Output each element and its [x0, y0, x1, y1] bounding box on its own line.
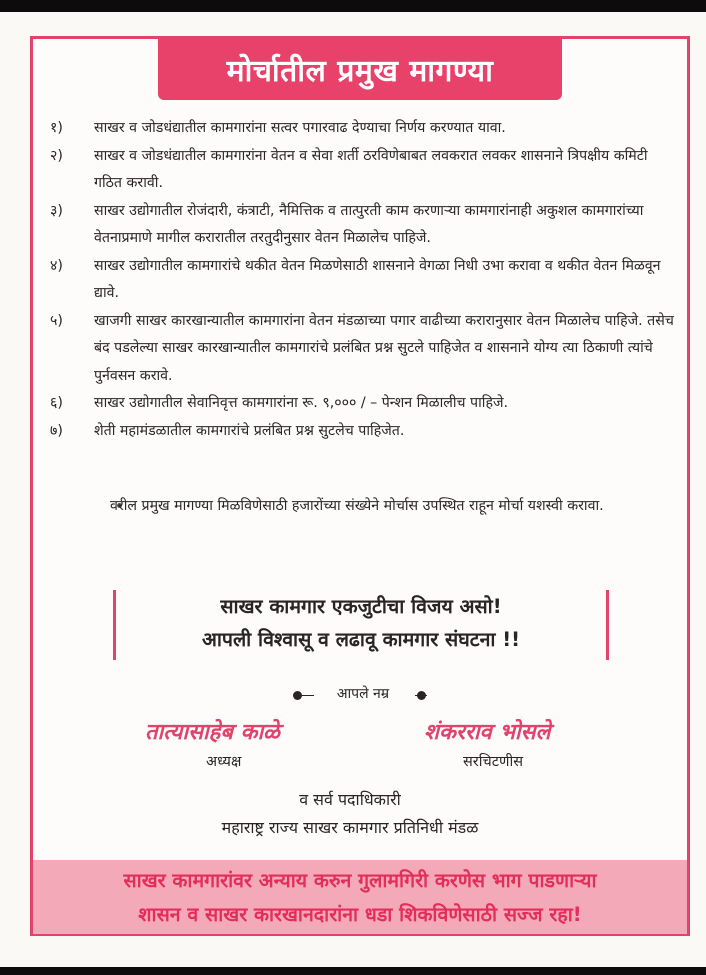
demand-text: साखर उद्योगातील रोजंदारी, कंत्राटी, नैमित्तिक व तात्पुरती काम करणाऱ्या कामगारांनाही अकुशल कामगारांच्या वेतनाप्रमाणे मागील करारातील तरतुदीनुसार वेतन मिळालेच पाहिजे. [94, 202, 644, 246]
demand-number: १) [50, 120, 63, 136]
appeal-text: वरील प्रमुख मागण्या मिळविणेसाठी हजारोंच्या संख्येने मोर्चास उपस्थित राहून मोर्चा यशस्वी करावा. [110, 498, 604, 514]
demand-number: ३) [50, 202, 63, 219]
demand-text: शेती महामंडळातील कामगारांचे प्रलंबित प्रश्न सुटलेच पाहिजेत. [94, 422, 405, 439]
bullet-icon [293, 691, 302, 700]
signatory-role-left: अध्यक्ष [206, 754, 242, 770]
demand-item [50, 390, 680, 418]
demand-text: साखर उद्योगातील सेवानिवृत्त कामगारांना रू. ९,००० / – पेन्शन मिळालीच पाहिजे. [94, 395, 509, 411]
demand-number: ४) [50, 257, 63, 274]
footer-banner [33, 860, 687, 934]
demand-item [50, 198, 680, 253]
demands-list [50, 115, 680, 445]
signoff-label: आपले नम्र [336, 686, 390, 702]
top-edge [0, 0, 706, 12]
slogan-box [113, 590, 609, 660]
demand-number: ६) [50, 395, 63, 411]
demand-text: साखर उद्योगातील कामगारांचे थकीत वेतन मिळणेसाठी शासनाने वेगळा निधी उभा करावा व थकीत वेतन मिळवून द्यावे. [94, 257, 661, 301]
page-title: मोर्चातील प्रमुख मागण्या [158, 38, 562, 100]
slogan-line-2: आपली विश्वासू व लढावू कामगार संघटना !! [201, 628, 521, 651]
signatory-role-right: सरचिटणीस [463, 754, 524, 770]
bottom-edge [0, 967, 706, 975]
demand-item [50, 115, 680, 143]
office-bearers [200, 786, 500, 842]
footer-line-2: शासन व साखर कारखानदारांना धडा शिकविणेसाठी सज्ज रहा! [138, 903, 582, 926]
organization-name: महाराष्ट्र राज्य साखर कामगार प्रतिनिधी मंडळ [221, 818, 479, 837]
office-bearers-line: व सर्व पदाधिकारी [299, 790, 401, 809]
demand-item [50, 308, 680, 391]
footer-line-1: साखर कामगारांवर अन्याय करुन गुलामगिरी करणेस भाग पाडणाऱ्या [123, 869, 597, 892]
demand-text: साखर व जोडधंद्यातील कामगारांना सत्वर पगारवाढ देण्याचा निर्णय करण्यात यावा. [94, 120, 506, 136]
signatory-name-right: शंकरराव भोसले [424, 720, 551, 745]
demand-text: साखर व जोडधंद्यातील कामगारांना वेतन व सेवा शर्ती ठरविणेबाबत लवकरात लवकर शासनाने त्रिपक्षीय कमिटी गठित करावी. [94, 147, 648, 191]
signatory-name-left: तात्यासाहेब काळे [145, 720, 280, 745]
demand-text: खाजगी साखर कारखान्यातील कामगारांना वेतन मंडळाच्या पगार वाढीच्या करारानुसार वेतन मिळालेच पाहिजे. तसेच बंद पडलेल्या साखर कारखान्यातील कामगारांचे प्रलंबित प्रश्न सुटले पाहिजेत व शासनाने योग्य त्या ठिकाणी त्यांचे पुर्नवसन करावे. [94, 312, 674, 384]
slogan-line-1: साखर कामगार एकजुटीचा विजय असो! [220, 595, 502, 618]
demand-item [50, 143, 680, 198]
demand-number: ५) [50, 312, 63, 329]
demand-item [50, 253, 680, 308]
bullet-icon [417, 691, 426, 700]
demand-number: ७) [50, 422, 63, 439]
demand-item [50, 418, 680, 446]
demand-number: २) [50, 147, 63, 164]
